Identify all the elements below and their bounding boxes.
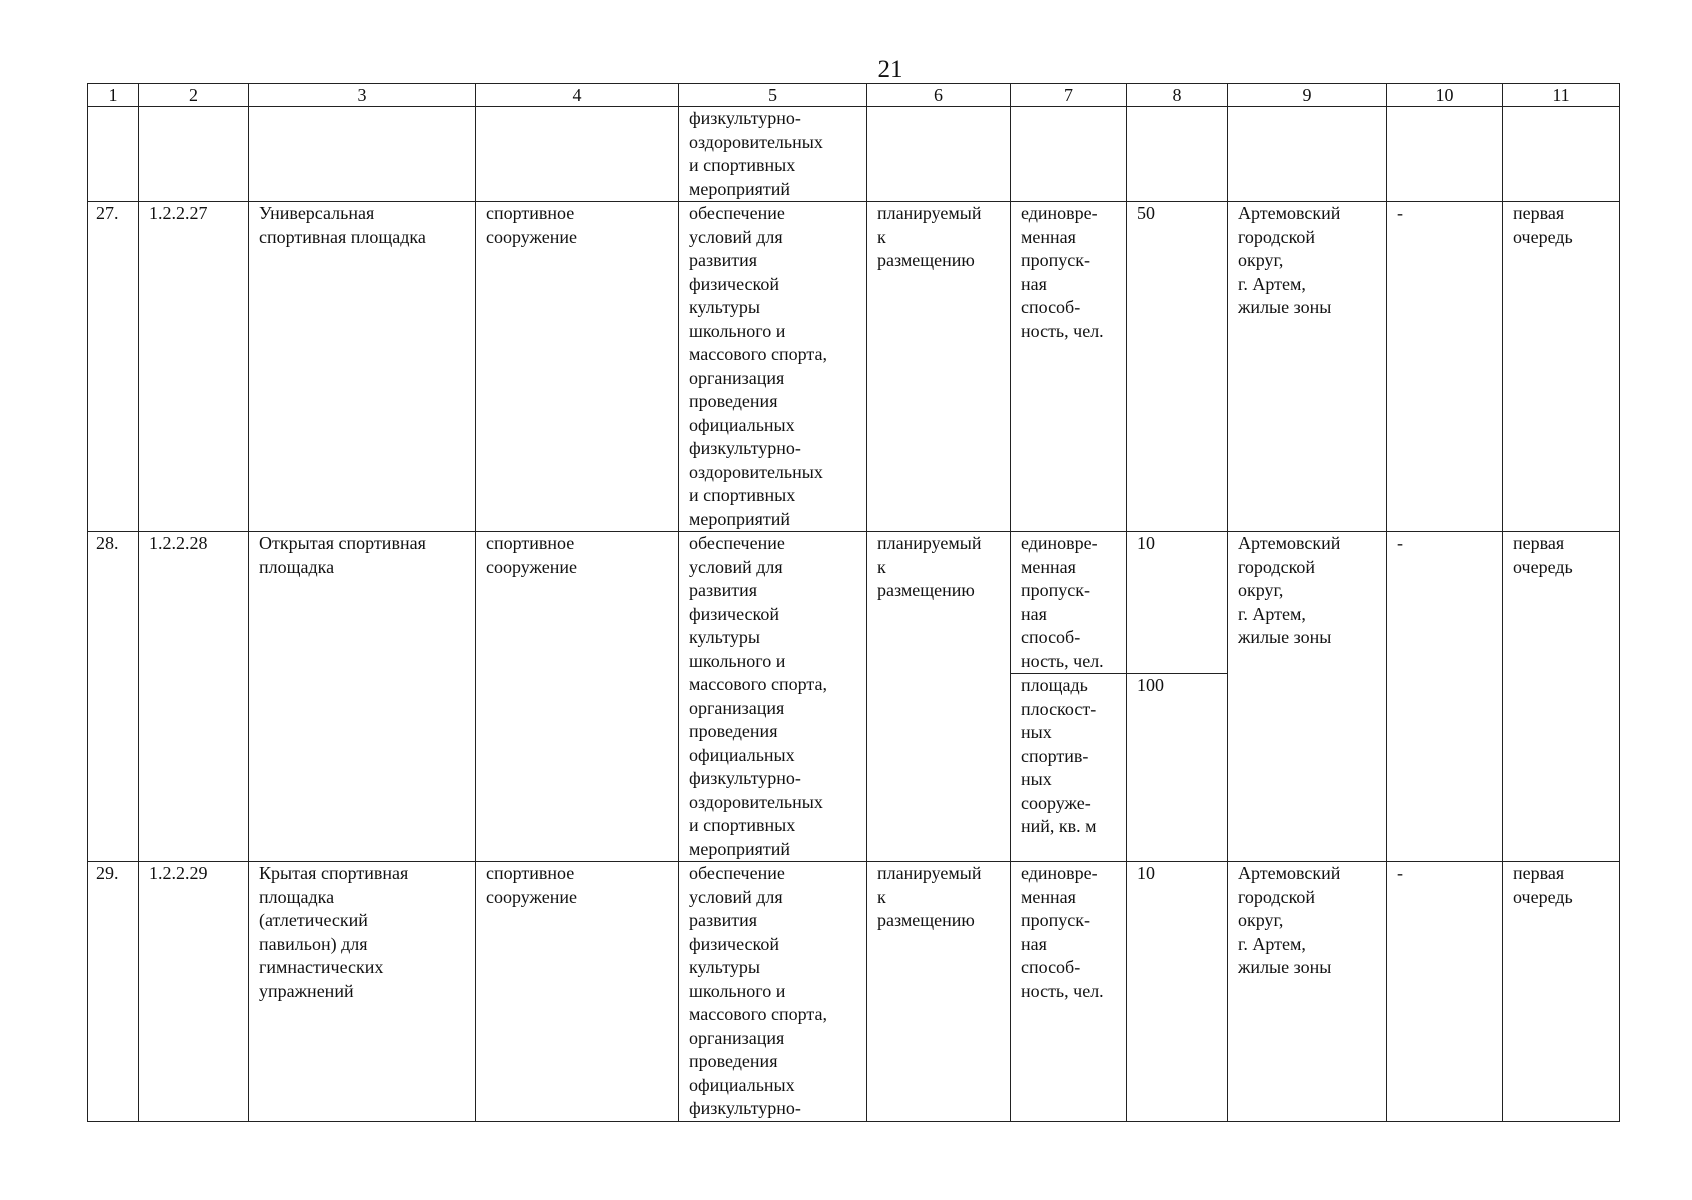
column-number: 1 — [88, 84, 139, 107]
page-number: 21 — [877, 56, 903, 83]
indicator-name: единовре- менная пропуск- ная способ- ность, чел. — [1011, 862, 1127, 1122]
object-type: спортивное сооружение — [476, 532, 679, 862]
column-number: 2 — [139, 84, 249, 107]
continuation-row — [88, 107, 1620, 202]
object-name: Крытая спортивная площадка (атлетический павильон) для гимнастических упражнений — [249, 862, 476, 1122]
column-number: 7 — [1011, 84, 1127, 107]
row-number: 28. — [88, 532, 139, 862]
indicator-name: площадь плоскост- ных спортив- ных сооруже- ний, кв. м — [1011, 674, 1127, 862]
object-type: спортивное сооружение — [476, 202, 679, 532]
status-cell: планируемый к размещению — [867, 532, 1011, 862]
status-cell: планируемый к размещению — [867, 862, 1011, 1122]
indicator-name: единовре- менная пропуск- ная способ- ность, чел. — [1011, 202, 1127, 532]
table-row — [88, 202, 1620, 532]
column-number: 5 — [679, 84, 867, 107]
location-cell: Артемовский городской округ, г. Артем, жилые зоны — [1228, 532, 1387, 862]
stage-cell: первая очередь — [1503, 862, 1620, 1122]
purpose-cell: обеспечение условий для развития физической культуры школьного и массового спорта, организация проведения официальных физкультурно- оздоровительных и спортивных мероприятий — [679, 532, 867, 862]
object-code: 1.2.2.28 — [139, 532, 249, 862]
indicator-name: единовре- менная пропуск- ная способ- ность, чел. — [1011, 532, 1127, 674]
column-number: 8 — [1127, 84, 1228, 107]
object-name: Универсальная спортивная площадка — [249, 202, 476, 532]
indicator-value: 50 — [1127, 202, 1228, 532]
stage-cell: первая очередь — [1503, 202, 1620, 532]
row-number: 27. — [88, 202, 139, 532]
column-number-row — [88, 84, 1620, 107]
object-name: Открытая спортивная площадка — [249, 532, 476, 862]
purpose-cell: обеспечение условий для развития физической культуры школьного и массового спорта, организация проведения официальных физкультурно- — [679, 862, 867, 1122]
purpose-cell: физкультурно- оздоровительных и спортивных мероприятий — [679, 107, 867, 202]
table-row — [88, 862, 1620, 1122]
indicator-value: 10 — [1127, 532, 1228, 674]
column-number: 10 — [1387, 84, 1503, 107]
planned-objects-table — [87, 83, 1620, 1122]
col10-cell: - — [1387, 202, 1503, 532]
object-code: 1.2.2.29 — [139, 862, 249, 1122]
object-type: спортивное сооружение — [476, 862, 679, 1122]
column-number: 9 — [1228, 84, 1387, 107]
column-number: 3 — [249, 84, 476, 107]
row-number: 29. — [88, 862, 139, 1122]
indicator-value: 100 — [1127, 674, 1228, 862]
col10-cell: - — [1387, 532, 1503, 862]
stage-cell: первая очередь — [1503, 532, 1620, 862]
column-number: 6 — [867, 84, 1011, 107]
column-number: 11 — [1503, 84, 1620, 107]
location-cell: Артемовский городской округ, г. Артем, жилые зоны — [1228, 862, 1387, 1122]
purpose-cell: обеспечение условий для развития физической культуры школьного и массового спорта, организация проведения официальных физкультурно- оздоровительных и спортивных мероприятий — [679, 202, 867, 532]
indicator-value: 10 — [1127, 862, 1228, 1122]
column-number: 4 — [476, 84, 679, 107]
object-code: 1.2.2.27 — [139, 202, 249, 532]
table-row — [88, 532, 1620, 674]
status-cell: планируемый к размещению — [867, 202, 1011, 532]
location-cell: Артемовский городской округ, г. Артем, жилые зоны — [1228, 202, 1387, 532]
col10-cell: - — [1387, 862, 1503, 1122]
